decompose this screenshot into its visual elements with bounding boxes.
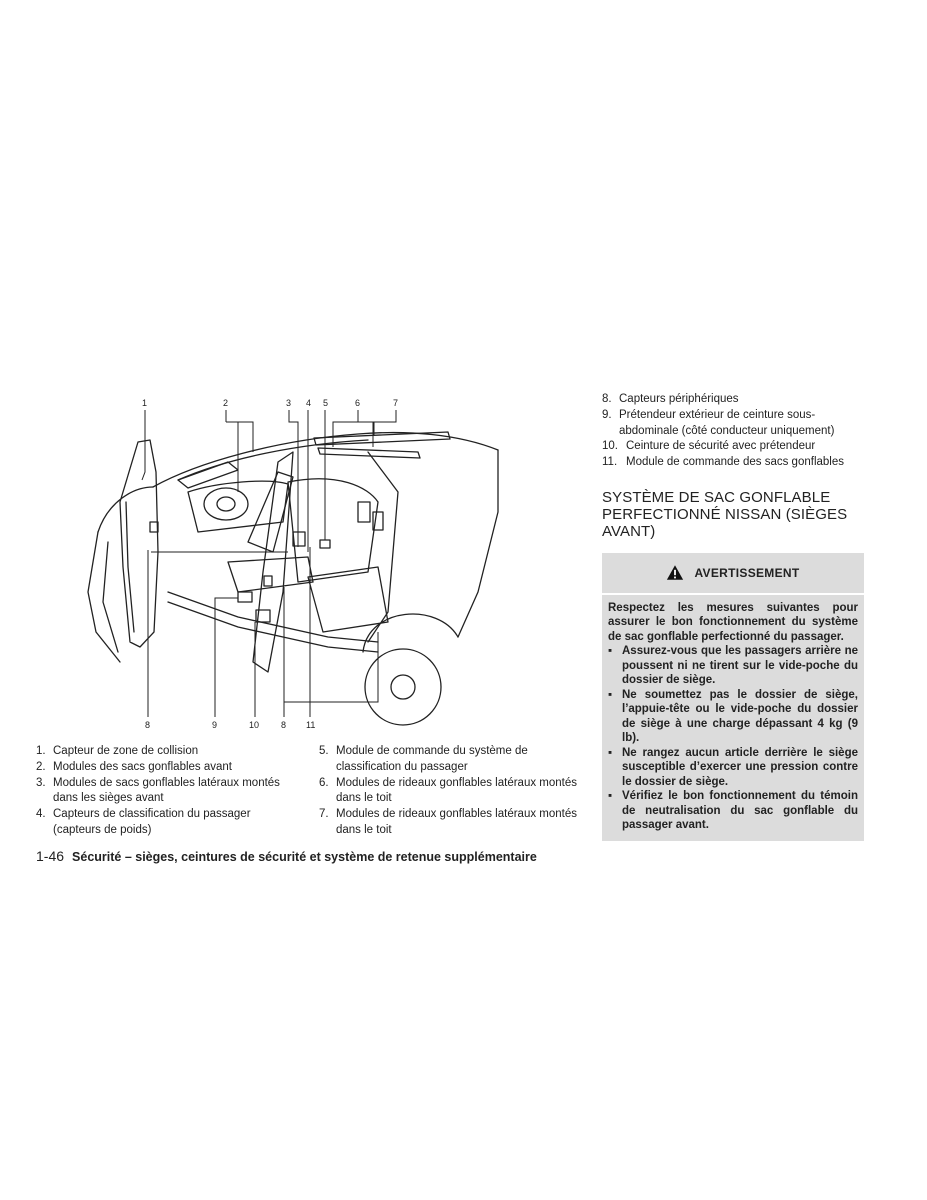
legend-number: 10. [602,440,618,453]
legend-text: Modules des sacs gonflables avant [53,760,232,773]
legend-item [602,392,864,408]
bullet-marker: ▪ [608,746,613,759]
legend-item [602,455,864,471]
warning-bullet [608,688,858,746]
legend-text: Prétendeur extérieur de ceinture sous-abdominale (côté conducteur uniquement) [619,408,835,437]
warning-intro: Respectez les mesures suivantes pour assurer le bon fonctionnement du système de sac gonflable perfectionné du passager. [608,601,858,643]
warning-bullet [608,789,858,833]
callout-label: 5 [323,398,329,408]
callout-label: 11 [306,720,316,730]
legend-text: Modules de sacs gonflables latéraux montés dans les sièges avant [53,776,280,805]
legend-text: Capteur de zone de collision [53,745,199,757]
legend-middle [319,744,581,839]
section-title: SYSTÈME DE SAC GONFLABLE PERFECTIONNÉ NISSAN (SIÈGES AVANT) [602,488,848,540]
legend-text: Capteurs de classification du passager (capteurs de poids) [53,808,251,836]
airbag-system-diagram [78,392,548,737]
legend-item [319,776,581,808]
warning-title: AVERTISSEMENT [694,565,800,580]
legend-text: Module de commande du système de classification du passager [336,745,528,773]
legend-number: 6. [319,776,329,789]
bullet-text: Ne rangez aucun article derrière le siège susceptible d’exercer une pression contre le dossier de siège. [622,746,858,788]
legend-item [319,744,581,776]
legend-number: 5. [319,745,329,757]
legend-number: 7. [319,808,329,821]
right-column [602,392,864,841]
page-footer [36,848,537,864]
callout-label: 3 [286,398,292,408]
callout-label: 6 [355,398,361,408]
legend-number: 9. [602,408,612,421]
legend-item [36,744,298,760]
legend-item [36,807,298,839]
bullet-text: Assurez-vous que les passagers arrière ne poussent ni ne tirent sur le vide-poche du dossier de siège. [622,645,858,687]
legend-text: Modules de rideaux gonflables latéraux montés dans le toit [336,776,578,805]
callout-label: 9 [212,720,218,730]
bullet-text: Vérifiez le bon fonctionnement du témoin de neutralisation du sac gonflable du passager avant. [622,790,858,832]
callout-label: 2 [223,398,229,408]
legend-text: Module de commande des sacs gonflables [626,456,844,469]
bullet-marker: ▪ [608,790,613,803]
legend-item [319,807,581,839]
legend-text: Modules de rideaux gonflables latéraux montés dans le toit [336,808,578,836]
legend-item [36,776,298,808]
legend-left [36,744,298,839]
legend-number: 2. [36,760,46,773]
legend-text: Capteurs périphériques [619,393,739,405]
callout-label: 10 [249,720,260,730]
legend-item [602,439,864,455]
callout-label: 1 [142,398,148,408]
callouts-bottom [145,720,315,730]
warning-bullet [608,746,858,790]
warning-triangle-icon [666,564,684,581]
legend-item [602,408,864,440]
legend-number: 1. [36,745,46,757]
callout-label: 4 [306,398,312,408]
callout-label: 7 [393,398,399,408]
warning-bullet [608,644,858,688]
legend-number: 11. [602,456,618,469]
legend-number: 4. [36,808,46,821]
callouts-top [142,398,398,408]
legend-item [36,760,298,776]
legend-text: Ceinture de sécurité avec prétendeur [626,440,816,453]
legend-number: 3. [36,776,46,789]
vehicle-cutaway-illustration [78,392,548,737]
legend-number: 8. [602,393,612,405]
callout-label: 8 [145,720,151,730]
bullet-text: Ne soumettez pas le dossier de siège, l’appuie-tête ou le vide-poche du dossier de siège à une charge dépassant 4 kg (9 lb). [622,688,858,745]
chapter-title: Sécurité – sièges, ceintures de sécurité et système de retenue supplémentaire [72,850,537,864]
page-number: 1-46 [36,848,65,864]
bullet-marker: ▪ [608,688,613,701]
warning-box [602,553,864,841]
warning-header [602,553,864,595]
bullet-marker: ▪ [608,645,613,658]
callout-label: 8 [281,720,287,730]
